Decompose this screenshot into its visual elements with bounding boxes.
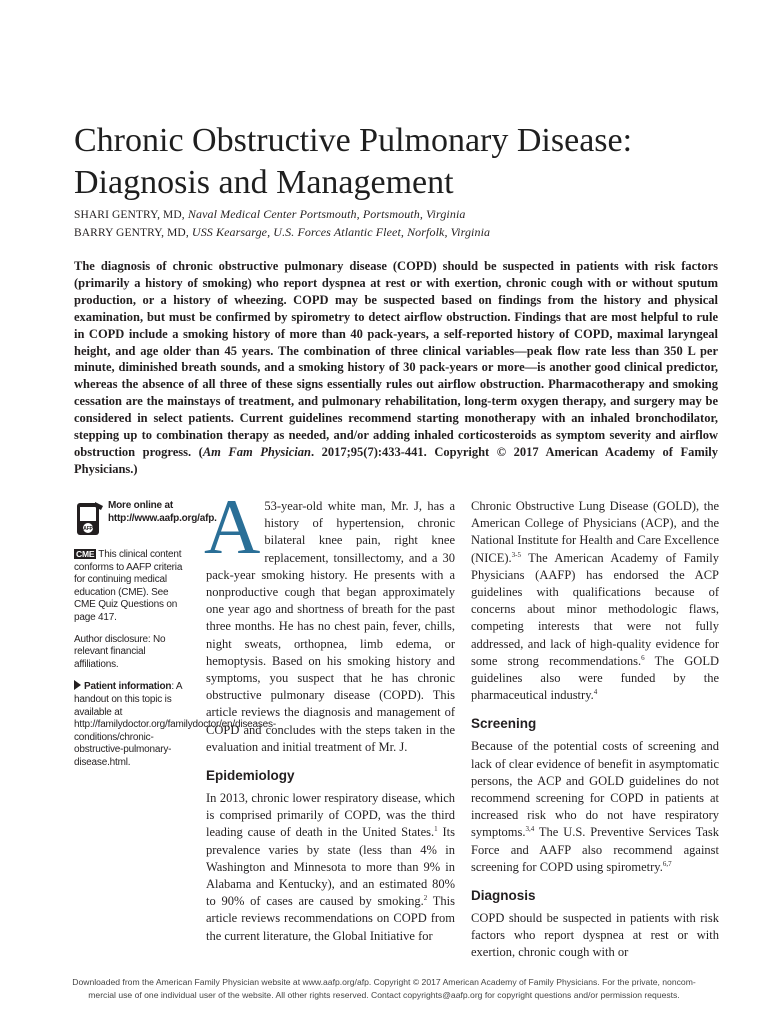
patient-information [74, 680, 276, 769]
section-heading-diagnosis: Diagnosis [471, 888, 536, 904]
triangle-arrow-icon [74, 680, 81, 690]
patient-info-text[interactable]: : A handout on this topic is available at http://familydoctor.org/familydoctor/en/diseases-conditions/chronic-obstructive-pulmonary-disease.html. [74, 681, 276, 768]
diagnosis-text: COPD should be suspected in patients with risk factors who report dyspnea at rest or with exertion, chronic cough with or [471, 911, 719, 960]
guidelines-paragraph [471, 498, 719, 704]
patient-info-label: Patient information [84, 681, 172, 693]
cme-badge: CME [76, 549, 95, 559]
more-online-link[interactable]: More online at http://www.aafp.org/afp. [108, 500, 217, 524]
guidelines-text: Chronic Obstructive Lung Disease (GOLD), the American College of Physicians (ACP), and the National Institute for Health and Care Excellence (NICE). [471, 499, 719, 565]
author-disclosure: Author disclosure: No relevant financial affiliations. [74, 633, 166, 670]
epidemiology-text: Its prevalence varies by state (less than 4% in Washington and Minnesota to more than 9% in Alabama and Kentucky), and an estimated 80% to 90% of cases are caused by smoking. [206, 825, 456, 909]
cme-note [74, 549, 186, 625]
author-name: BARRY GENTRY, MD, [74, 227, 189, 239]
afp-mobile-icon [74, 502, 104, 536]
epidemiology-text: In 2013, chronic lower respiratory disease, which is comprised primarily of COPD, was the third leading cause of death in the United States. [206, 791, 455, 840]
journal-name: Am Fam Physician [202, 444, 311, 459]
section-heading-epidemiology: Epidemiology [206, 768, 295, 784]
intro-paragraph [204, 483, 455, 756]
title-line-2: Diagnosis and Management [74, 164, 454, 201]
sidebar [74, 500, 276, 770]
more-online-block [74, 500, 217, 544]
epidemiology-paragraph [206, 790, 455, 945]
abstract-citation: . 2017;95(7):433-441. Copyright © 2017 American Academy of Family Physicians.) [74, 444, 718, 476]
abstract [74, 258, 718, 478]
svg-text:AFP: AFP [83, 526, 93, 532]
body-column-1 [204, 483, 456, 945]
epidemiology-text: This article reviews recommendations on COPD from the current literature, the Global Initiative for [206, 894, 455, 943]
footer-line: mercial use of one individual user of the website. All other rights reserved. Contact copyrights@aafp.org for copyright questions and/or permission requests. [88, 990, 680, 1000]
screening-paragraph [471, 738, 719, 876]
download-footer [60, 976, 708, 1002]
author-affiliation: USS Kearsarge, U.S. Forces Atlantic Fleet, Norfolk, Virginia [191, 225, 491, 239]
reference-marker: 1 [434, 825, 438, 834]
guidelines-text: The American Academy of Family Physicians (AAFP) has endorsed the ACP guidelines with qualifications because of concerns about minor methodologic flaws, competing interests that were not fully addressed, and lack of high-quality evidence for some strong recommendations. [471, 550, 719, 668]
author-list [74, 206, 714, 242]
screening-text: Because of the potential costs of screening and lack of clear evidence of benefit in asymptomatic persons, the ACP and GOLD guidelines do not recommend screening for COPD in patients at increased risk who do not have respiratory symptoms. [471, 739, 719, 840]
body-column-2 [471, 498, 719, 962]
guidelines-text: The GOLD guidelines also were funded by the pharmaceutical industry. [471, 653, 719, 703]
cme-text: This clinical content conforms to AAFP criteria for continuing medical education (CME). See CME Quiz Questions on page 417. [74, 549, 183, 623]
abstract-body: The diagnosis of chronic obstructive pulmonary disease (COPD) should be suspected in patients with risk factors (primarily a history of smoking) who report dyspnea at rest or with exertion, chronic cough with or without sputum production, or a history of wheezing. COPD may be suspected based on findings from the history and physical examination, but must be confirmed by spirometry to detect airflow obstruction. Findings that are most helpful to rule in COPD include a smoking history of more than 40 pack-years, a self-reported history of COPD, maximal laryngeal height, and age older than 45 years. The combination of three clinical variables—peak flow rate less than 350 L per minute, diminished breath sounds, and a smoking history of 30 pack-years or more—is another good clinical predictor, whereas the absence of all three of these signs essentially rules out airflow obstruction. Pharmacotherapy and smoking cessation are the mainstays of treatment, and pulmonary rehabilitation, long-term oxygen therapy, and surgery may be considered in select patients. Current guidelines recommend starting monotherapy with an inhaled bronchodilator, stepping up to combination therapy as needed, and/or adding inhaled corticosteroids as symptom severity and airflow obstruction progress. ( [74, 259, 718, 459]
reference-marker: 6 [641, 653, 645, 662]
reference-marker: 2 [423, 894, 428, 903]
author-line [74, 206, 714, 224]
reference-marker: 3,4 [525, 825, 535, 834]
diagnosis-paragraph [471, 910, 719, 962]
reference-marker: 4 [593, 688, 598, 697]
reference-marker: 6,7 [662, 859, 672, 868]
author-line [74, 224, 714, 242]
footer-line: Downloaded from the American Family Physician website at www.aafp.org/afp. Copyright © 2017 American Academy of Family Physicians. For the private, noncom- [72, 977, 696, 987]
drop-cap: A [204, 483, 261, 570]
screening-text: The U.S. Preventive Services Task Force and AAFP also recommend against screening for COPD using spirometry. [471, 825, 719, 874]
title-line-1: Chronic Obstructive Pulmonary Disease: [74, 122, 633, 159]
section-heading-screening: Screening [471, 716, 537, 732]
author-name: SHARI GENTRY, MD, [74, 209, 185, 221]
author-affiliation: Naval Medical Center Portsmouth, Portsmouth, Virginia [187, 207, 466, 221]
intro-text: 53-year-old white man, Mr. J, has a history of hypertension, chronic bilateral knee pain, right knee replacement, tonsillectomy, and a 30 pack-year smoking history. He presents with a nonproductive cough that began approximately one year ago and shortness of breath for the past three months. He has no chest pain, fever, chills, night sweats, orthopnea, limb edema, or hemoptysis. Based on his smoking history and symptoms, you suspect that he has chronic obstructive pulmonary disease (COPD). This article reviews the diagnosis and management of COPD and concludes with the steps taken in the evaluation and initial treatment of Mr. J. [206, 499, 455, 754]
article-title [74, 120, 714, 204]
reference-marker: 3-5 [511, 550, 521, 559]
